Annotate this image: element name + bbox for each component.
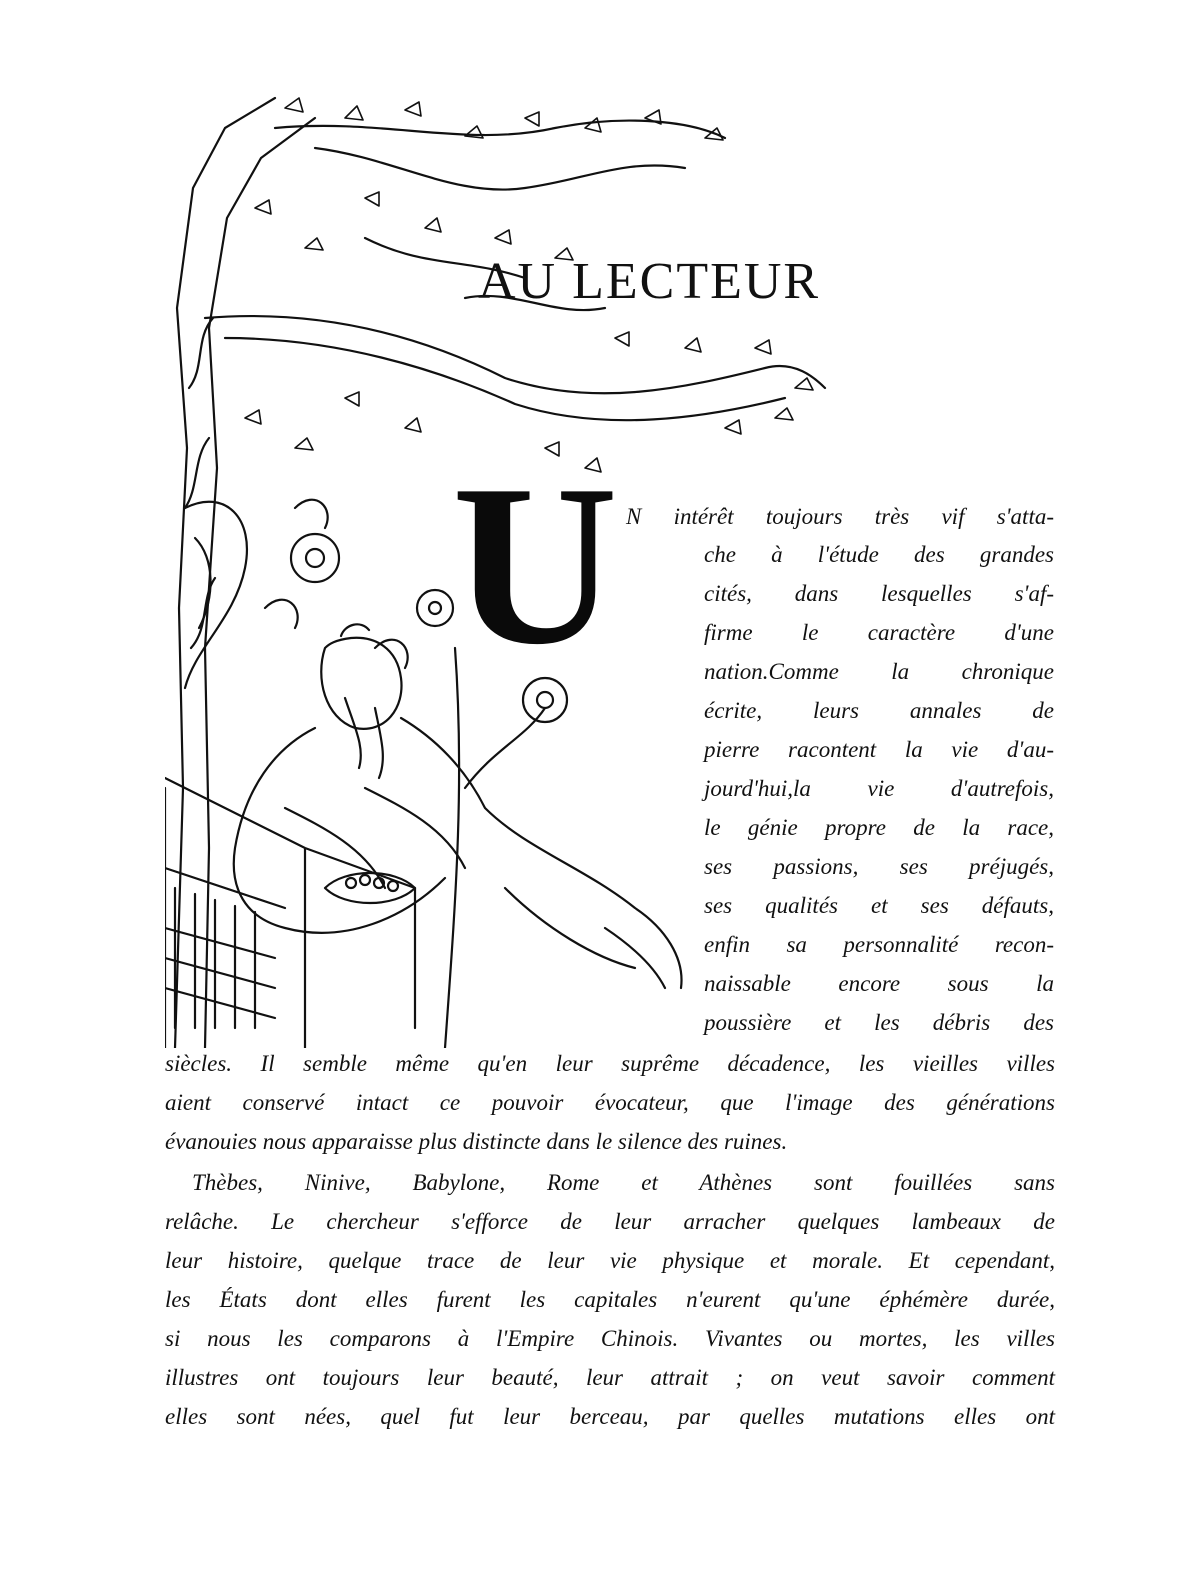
text-line: écrite, leurs annales de [704,698,1054,723]
text-line: ses qualités et ses défauts, [704,893,1054,918]
text-line: évanouies nous apparaisse plus distincte dans le silence des ruines. [165,1129,788,1154]
drop-cap-letter: U [452,437,619,692]
text-line: pierre racontent la vie d'au- [704,737,1054,762]
text-line: N intérêt toujours très vif s'atta- [626,504,1054,529]
text-line: ses passions, ses préjugés, [704,854,1054,879]
tree-trunk [175,98,275,1048]
text-line: Thèbes, Ninive, Babylone, Rome et Athènes sont fouillées sans [192,1170,1055,1195]
text-line: siècles. Il semble même qu'en leur suprême décadence, les vieilles villes [165,1051,1055,1076]
text-line: che à l'étude des grandes [704,542,1054,567]
page-title: AU LECTEUR [478,253,821,310]
text-line: firme le caractère d'une [704,620,1054,645]
tree-branch [205,316,825,393]
text-line: enfin sa personnalité recon- [704,932,1054,957]
text-line: aient conservé intact ce pouvoir évocateur, que l'image des générations [165,1090,1055,1115]
text-line: elles sont nées, quel fut leur berceau, par quelles mutations elles ont [165,1404,1055,1429]
text-line: leur histoire, quelque trace de leur vie physique et morale. Et cependant, [165,1248,1055,1273]
text-line: nation.Comme la chronique [704,659,1054,684]
garden-rock [185,502,247,688]
text-line: illustres ont toujours leur beauté, leur attrait ; on veut savoir comment [165,1365,1055,1390]
text-line: les États dont elles furent les capitales n'eurent qu'une éphémère durée, [165,1287,1055,1312]
text-line: le génie propre de la race, [704,815,1054,840]
text-line: naissable encore sous la [704,971,1054,996]
text-line: poussière et les débris des [704,1010,1054,1035]
text-line: jourd'hui,la vie d'autrefois, [704,776,1054,801]
low-table [165,778,415,1048]
flowering-plant [445,648,545,1048]
text-line: cités, dans lesquelles s'af- [704,581,1054,606]
text-line: si nous les comparons à l'Empire Chinois. Vivantes ou mortes, les villes [165,1326,1055,1351]
text-line: relâche. Le chercheur s'efforce de leur arracher quelques lambeaux de [165,1209,1055,1234]
